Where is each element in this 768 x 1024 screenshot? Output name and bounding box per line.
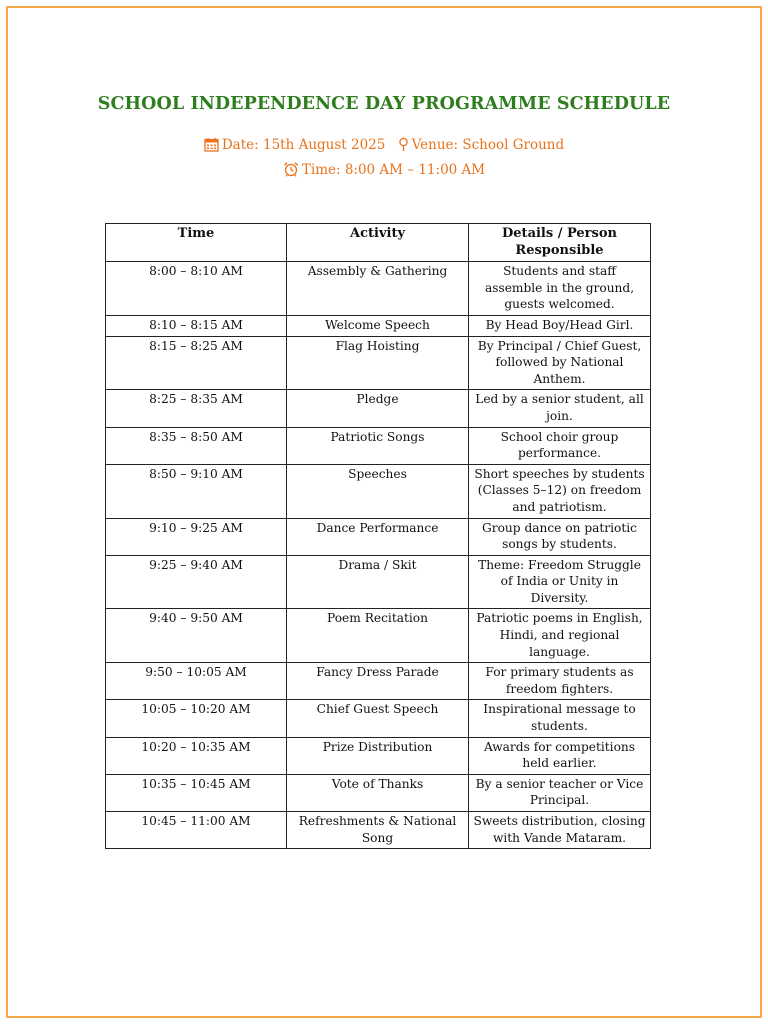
header-activity: Activity	[287, 224, 469, 262]
time-cell: 9:40 – 9:50 AM	[106, 609, 287, 663]
activity-cell: Dance Performance	[287, 518, 469, 555]
venue-info	[398, 137, 564, 153]
activity-cell: Patriotic Songs	[287, 427, 469, 464]
details-cell: Group dance on patriotic songs by students.	[469, 518, 651, 555]
details-cell: Awards for competitions held earlier.	[469, 737, 651, 774]
details-cell: For primary students as freedom fighters.	[469, 663, 651, 700]
activity-cell: Flag Hoisting	[287, 336, 469, 390]
details-cell: Led by a senior student, all join.	[469, 390, 651, 427]
date-info	[204, 137, 390, 153]
time-cell: 8:00 – 8:10 AM	[106, 262, 287, 316]
header-time: Time	[106, 224, 287, 262]
activity-cell: Welcome Speech	[287, 315, 469, 336]
table-row	[106, 262, 651, 316]
table-row	[106, 609, 651, 663]
table-row	[106, 700, 651, 737]
table-row	[106, 774, 651, 811]
date-text: Date: 15th August 2025	[221, 137, 386, 153]
time-cell: 9:10 – 9:25 AM	[106, 518, 287, 555]
activity-cell: Refreshments & National Song	[287, 812, 469, 849]
activity-cell: Drama / Skit	[287, 555, 469, 609]
activity-cell: Vote of Thanks	[287, 774, 469, 811]
alarm-clock-icon	[283, 161, 299, 184]
location-pin-icon	[398, 137, 409, 159]
activity-cell: Prize Distribution	[287, 737, 469, 774]
time-cell: 10:20 – 10:35 AM	[106, 737, 287, 774]
activity-cell: Speeches	[287, 464, 469, 518]
details-cell: Theme: Freedom Struggle of India or Unity in Diversity.	[469, 555, 651, 609]
time-cell: 8:50 – 9:10 AM	[106, 464, 287, 518]
table-row	[106, 812, 651, 849]
table-row	[106, 427, 651, 464]
activity-cell: Assembly & Gathering	[287, 262, 469, 316]
calendar-icon	[204, 137, 219, 159]
time-text: Time: 8:00 AM – 11:00 AM	[301, 162, 486, 178]
table-row	[106, 663, 651, 700]
details-cell: Sweets distribution, closing with Vande Mataram.	[469, 812, 651, 849]
venue-text: Venue: School Ground	[411, 137, 565, 153]
event-meta	[110, 134, 658, 184]
time-cell: 9:50 – 10:05 AM	[106, 663, 287, 700]
details-cell: Patriotic poems in English, Hindi, and regional language.	[469, 609, 651, 663]
activity-cell: Fancy Dress Parade	[287, 663, 469, 700]
details-cell: By a senior teacher or Vice Principal.	[469, 774, 651, 811]
table-row	[106, 518, 651, 555]
time-cell: 10:05 – 10:20 AM	[106, 700, 287, 737]
details-cell: By Principal / Chief Guest, followed by National Anthem.	[469, 336, 651, 390]
activity-cell: Pledge	[287, 390, 469, 427]
details-cell: Short speeches by students (Classes 5–12) on freedom and patriotism.	[469, 464, 651, 518]
schedule-body	[106, 262, 651, 849]
details-cell: By Head Boy/Head Girl.	[469, 315, 651, 336]
table-row	[106, 336, 651, 390]
time-cell: 8:15 – 8:25 AM	[106, 336, 287, 390]
details-cell: Inspirational message to students.	[469, 700, 651, 737]
time-cell: 10:35 – 10:45 AM	[106, 774, 287, 811]
table-row	[106, 555, 651, 609]
time-info	[283, 162, 485, 178]
details-cell: School choir group performance.	[469, 427, 651, 464]
activity-cell: Poem Recitation	[287, 609, 469, 663]
activity-cell: Chief Guest Speech	[287, 700, 469, 737]
table-row	[106, 464, 651, 518]
table-row	[106, 390, 651, 427]
header-details: Details / Person Responsible	[469, 224, 651, 262]
time-cell: 8:10 – 8:15 AM	[106, 315, 287, 336]
time-cell: 10:45 – 11:00 AM	[106, 812, 287, 849]
table-header-row	[106, 224, 651, 262]
time-cell: 8:35 – 8:50 AM	[106, 427, 287, 464]
schedule-table	[105, 223, 651, 849]
table-row	[106, 737, 651, 774]
time-cell: 8:25 – 8:35 AM	[106, 390, 287, 427]
details-cell: Students and staff assemble in the ground, guests welcomed.	[469, 262, 651, 316]
table-row	[106, 315, 651, 336]
page-title: SCHOOL INDEPENDENCE DAY PROGRAMME SCHEDULE	[97, 94, 671, 114]
time-cell: 9:25 – 9:40 AM	[106, 555, 287, 609]
